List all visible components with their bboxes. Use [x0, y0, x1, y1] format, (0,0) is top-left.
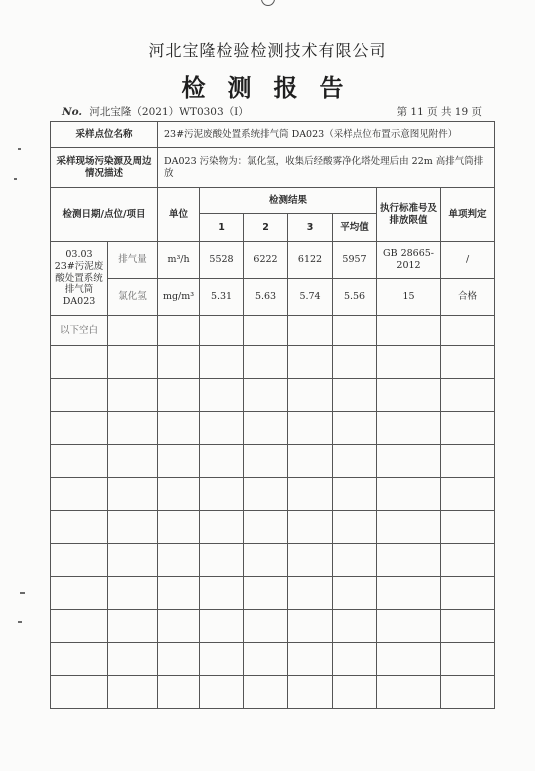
- table-row: [51, 242, 495, 279]
- header-results: 检测结果: [200, 188, 377, 214]
- empty-cell: [288, 610, 333, 643]
- empty-cell: [288, 577, 333, 610]
- empty-cell: [108, 316, 158, 346]
- empty-cell: [244, 610, 288, 643]
- empty-cell: [158, 643, 200, 676]
- empty-cell: [51, 511, 108, 544]
- empty-cell: [158, 445, 200, 478]
- empty-cell: [441, 643, 495, 676]
- table-row: [51, 577, 495, 610]
- empty-cell: [441, 544, 495, 577]
- standard-value: 15: [377, 279, 441, 316]
- empty-cell: [108, 478, 158, 511]
- empty-cell: [377, 445, 441, 478]
- table-row: [51, 676, 495, 709]
- blank-note: 以下空白: [51, 316, 108, 346]
- header-standard: 执行标准号及排放限值: [377, 188, 441, 242]
- result-average: 5957: [333, 242, 377, 279]
- result-3: 6122: [288, 242, 333, 279]
- empty-cell: [377, 676, 441, 709]
- empty-cell: [158, 412, 200, 445]
- empty-cell: [200, 577, 244, 610]
- scan-mark: [18, 621, 22, 623]
- empty-cell: [200, 478, 244, 511]
- empty-cell: [108, 676, 158, 709]
- empty-cell: [200, 643, 244, 676]
- empty-cell: [288, 316, 333, 346]
- empty-cell: [200, 316, 244, 346]
- empty-cell: [333, 346, 377, 379]
- header-col-1: 1: [200, 214, 244, 242]
- header-unit: 单位: [158, 188, 200, 242]
- empty-cell: [377, 412, 441, 445]
- empty-cell: [200, 676, 244, 709]
- empty-cell: [333, 643, 377, 676]
- table-row: [51, 188, 495, 214]
- empty-cell: [441, 379, 495, 412]
- source-description-label: 采样现场污染源及周边情况描述: [51, 148, 158, 188]
- empty-cell: [51, 478, 108, 511]
- empty-cell: [108, 610, 158, 643]
- blank-rows: [51, 346, 495, 709]
- result-3: 5.74: [288, 279, 333, 316]
- report-meta: [62, 104, 482, 119]
- empty-cell: [377, 346, 441, 379]
- point-code: DA023: [62, 296, 96, 308]
- empty-cell: [288, 511, 333, 544]
- table-row: [51, 610, 495, 643]
- empty-cell: [333, 577, 377, 610]
- table-row: [51, 379, 495, 412]
- empty-cell: [288, 544, 333, 577]
- empty-cell: [158, 478, 200, 511]
- item-unit: mg/m³: [158, 279, 200, 316]
- test-date: 03.03: [65, 248, 93, 260]
- empty-cell: [377, 643, 441, 676]
- point-name-line: 酸处置系统: [55, 272, 103, 284]
- empty-cell: [441, 511, 495, 544]
- item-name: 氯化氢: [108, 279, 158, 316]
- empty-cell: [441, 577, 495, 610]
- empty-cell: [441, 478, 495, 511]
- table-row: [51, 445, 495, 478]
- empty-cell: [244, 676, 288, 709]
- empty-cell: [244, 445, 288, 478]
- header-judgement: 单项判定: [441, 188, 495, 242]
- empty-cell: [51, 346, 108, 379]
- report-title: 检测报告: [181, 74, 366, 102]
- punch-hole: [261, 0, 275, 6]
- empty-cell: [288, 379, 333, 412]
- table-row: [51, 412, 495, 445]
- empty-cell: [158, 676, 200, 709]
- page-indicator: 第 11 页 共 19 页: [396, 106, 482, 118]
- result-2: 5.63: [244, 279, 288, 316]
- item-unit: m³/h: [158, 242, 200, 279]
- empty-cell: [108, 379, 158, 412]
- empty-cell: [200, 412, 244, 445]
- empty-cell: [333, 478, 377, 511]
- source-description-value: DA023 污染物为：氯化氢，收集后经酸雾净化塔处理后由 22m 高排气筒排放: [158, 148, 495, 188]
- empty-cell: [377, 610, 441, 643]
- empty-cell: [200, 544, 244, 577]
- empty-cell: [244, 478, 288, 511]
- empty-cell: [51, 643, 108, 676]
- header-col-average: 平均值: [333, 214, 377, 242]
- empty-cell: [288, 445, 333, 478]
- header-col-3: 3: [288, 214, 333, 242]
- empty-cell: [244, 511, 288, 544]
- empty-cell: [244, 577, 288, 610]
- empty-cell: [244, 412, 288, 445]
- empty-cell: [377, 478, 441, 511]
- empty-cell: [108, 544, 158, 577]
- empty-cell: [51, 610, 108, 643]
- result-1: 5528: [200, 242, 244, 279]
- empty-cell: [200, 511, 244, 544]
- empty-cell: [244, 316, 288, 346]
- empty-cell: [244, 544, 288, 577]
- table-row: [51, 643, 495, 676]
- empty-cell: [377, 379, 441, 412]
- empty-cell: [158, 379, 200, 412]
- empty-cell: [333, 544, 377, 577]
- empty-cell: [108, 412, 158, 445]
- empty-cell: [158, 511, 200, 544]
- table-row: [51, 279, 495, 316]
- header-col-2: 2: [244, 214, 288, 242]
- empty-cell: [377, 316, 441, 346]
- table-row: [51, 544, 495, 577]
- scan-mark: [18, 148, 21, 150]
- point-block: [51, 242, 108, 316]
- empty-cell: [244, 346, 288, 379]
- empty-cell: [441, 676, 495, 709]
- table-row: [51, 346, 495, 379]
- empty-cell: [441, 610, 495, 643]
- empty-cell: [108, 445, 158, 478]
- empty-cell: [158, 316, 200, 346]
- empty-cell: [333, 511, 377, 544]
- sampling-point-label: 采样点位名称: [51, 122, 158, 148]
- empty-cell: [333, 445, 377, 478]
- empty-cell: [108, 511, 158, 544]
- empty-cell: [158, 610, 200, 643]
- judgement: 合格: [441, 279, 495, 316]
- item-name: 排气量: [108, 242, 158, 279]
- empty-cell: [288, 676, 333, 709]
- empty-cell: [441, 316, 495, 346]
- empty-cell: [51, 544, 108, 577]
- sampling-point-value: 23#污泥废酸处置系统排气筒 DA023（采样点位布置示意图见附件）: [158, 122, 495, 148]
- empty-cell: [51, 577, 108, 610]
- empty-cell: [441, 445, 495, 478]
- company-name: 河北宝隆检验检测技术有限公司: [148, 41, 387, 60]
- header-date-point-item: 检测日期/点位/项目: [51, 188, 158, 242]
- empty-cell: [244, 379, 288, 412]
- empty-cell: [158, 577, 200, 610]
- empty-cell: [333, 676, 377, 709]
- table-row: [51, 148, 495, 188]
- empty-cell: [288, 412, 333, 445]
- empty-cell: [244, 643, 288, 676]
- results-table: [50, 121, 495, 709]
- empty-cell: [288, 346, 333, 379]
- empty-cell: [333, 610, 377, 643]
- empty-cell: [441, 412, 495, 445]
- empty-cell: [108, 643, 158, 676]
- empty-cell: [200, 346, 244, 379]
- empty-cell: [333, 412, 377, 445]
- table-row: [51, 478, 495, 511]
- empty-cell: [333, 316, 377, 346]
- empty-cell: [108, 346, 158, 379]
- empty-cell: [51, 379, 108, 412]
- result-1: 5.31: [200, 279, 244, 316]
- empty-cell: [51, 676, 108, 709]
- empty-cell: [333, 379, 377, 412]
- empty-cell: [158, 544, 200, 577]
- empty-cell: [200, 445, 244, 478]
- result-2: 6222: [244, 242, 288, 279]
- result-average: 5.56: [333, 279, 377, 316]
- empty-cell: [108, 577, 158, 610]
- empty-cell: [377, 577, 441, 610]
- table-row: [51, 316, 495, 346]
- report-number: 河北宝隆（2021）WT0303（Ⅰ）: [89, 106, 249, 118]
- table-row: [51, 122, 495, 148]
- empty-cell: [441, 346, 495, 379]
- table-row: [51, 511, 495, 544]
- judgement: /: [441, 242, 495, 279]
- empty-cell: [377, 544, 441, 577]
- empty-cell: [288, 478, 333, 511]
- point-name-line: 排气筒: [64, 284, 94, 296]
- standard-value: GB 28665-2012: [377, 242, 441, 279]
- empty-cell: [377, 511, 441, 544]
- empty-cell: [200, 610, 244, 643]
- empty-cell: [51, 412, 108, 445]
- empty-cell: [51, 445, 108, 478]
- empty-cell: [200, 379, 244, 412]
- point-name-line: 23#污泥废: [54, 260, 104, 272]
- empty-cell: [288, 643, 333, 676]
- scan-mark: [20, 592, 25, 594]
- report-no-label: No.: [62, 106, 83, 118]
- scan-mark: [14, 178, 17, 180]
- empty-cell: [158, 346, 200, 379]
